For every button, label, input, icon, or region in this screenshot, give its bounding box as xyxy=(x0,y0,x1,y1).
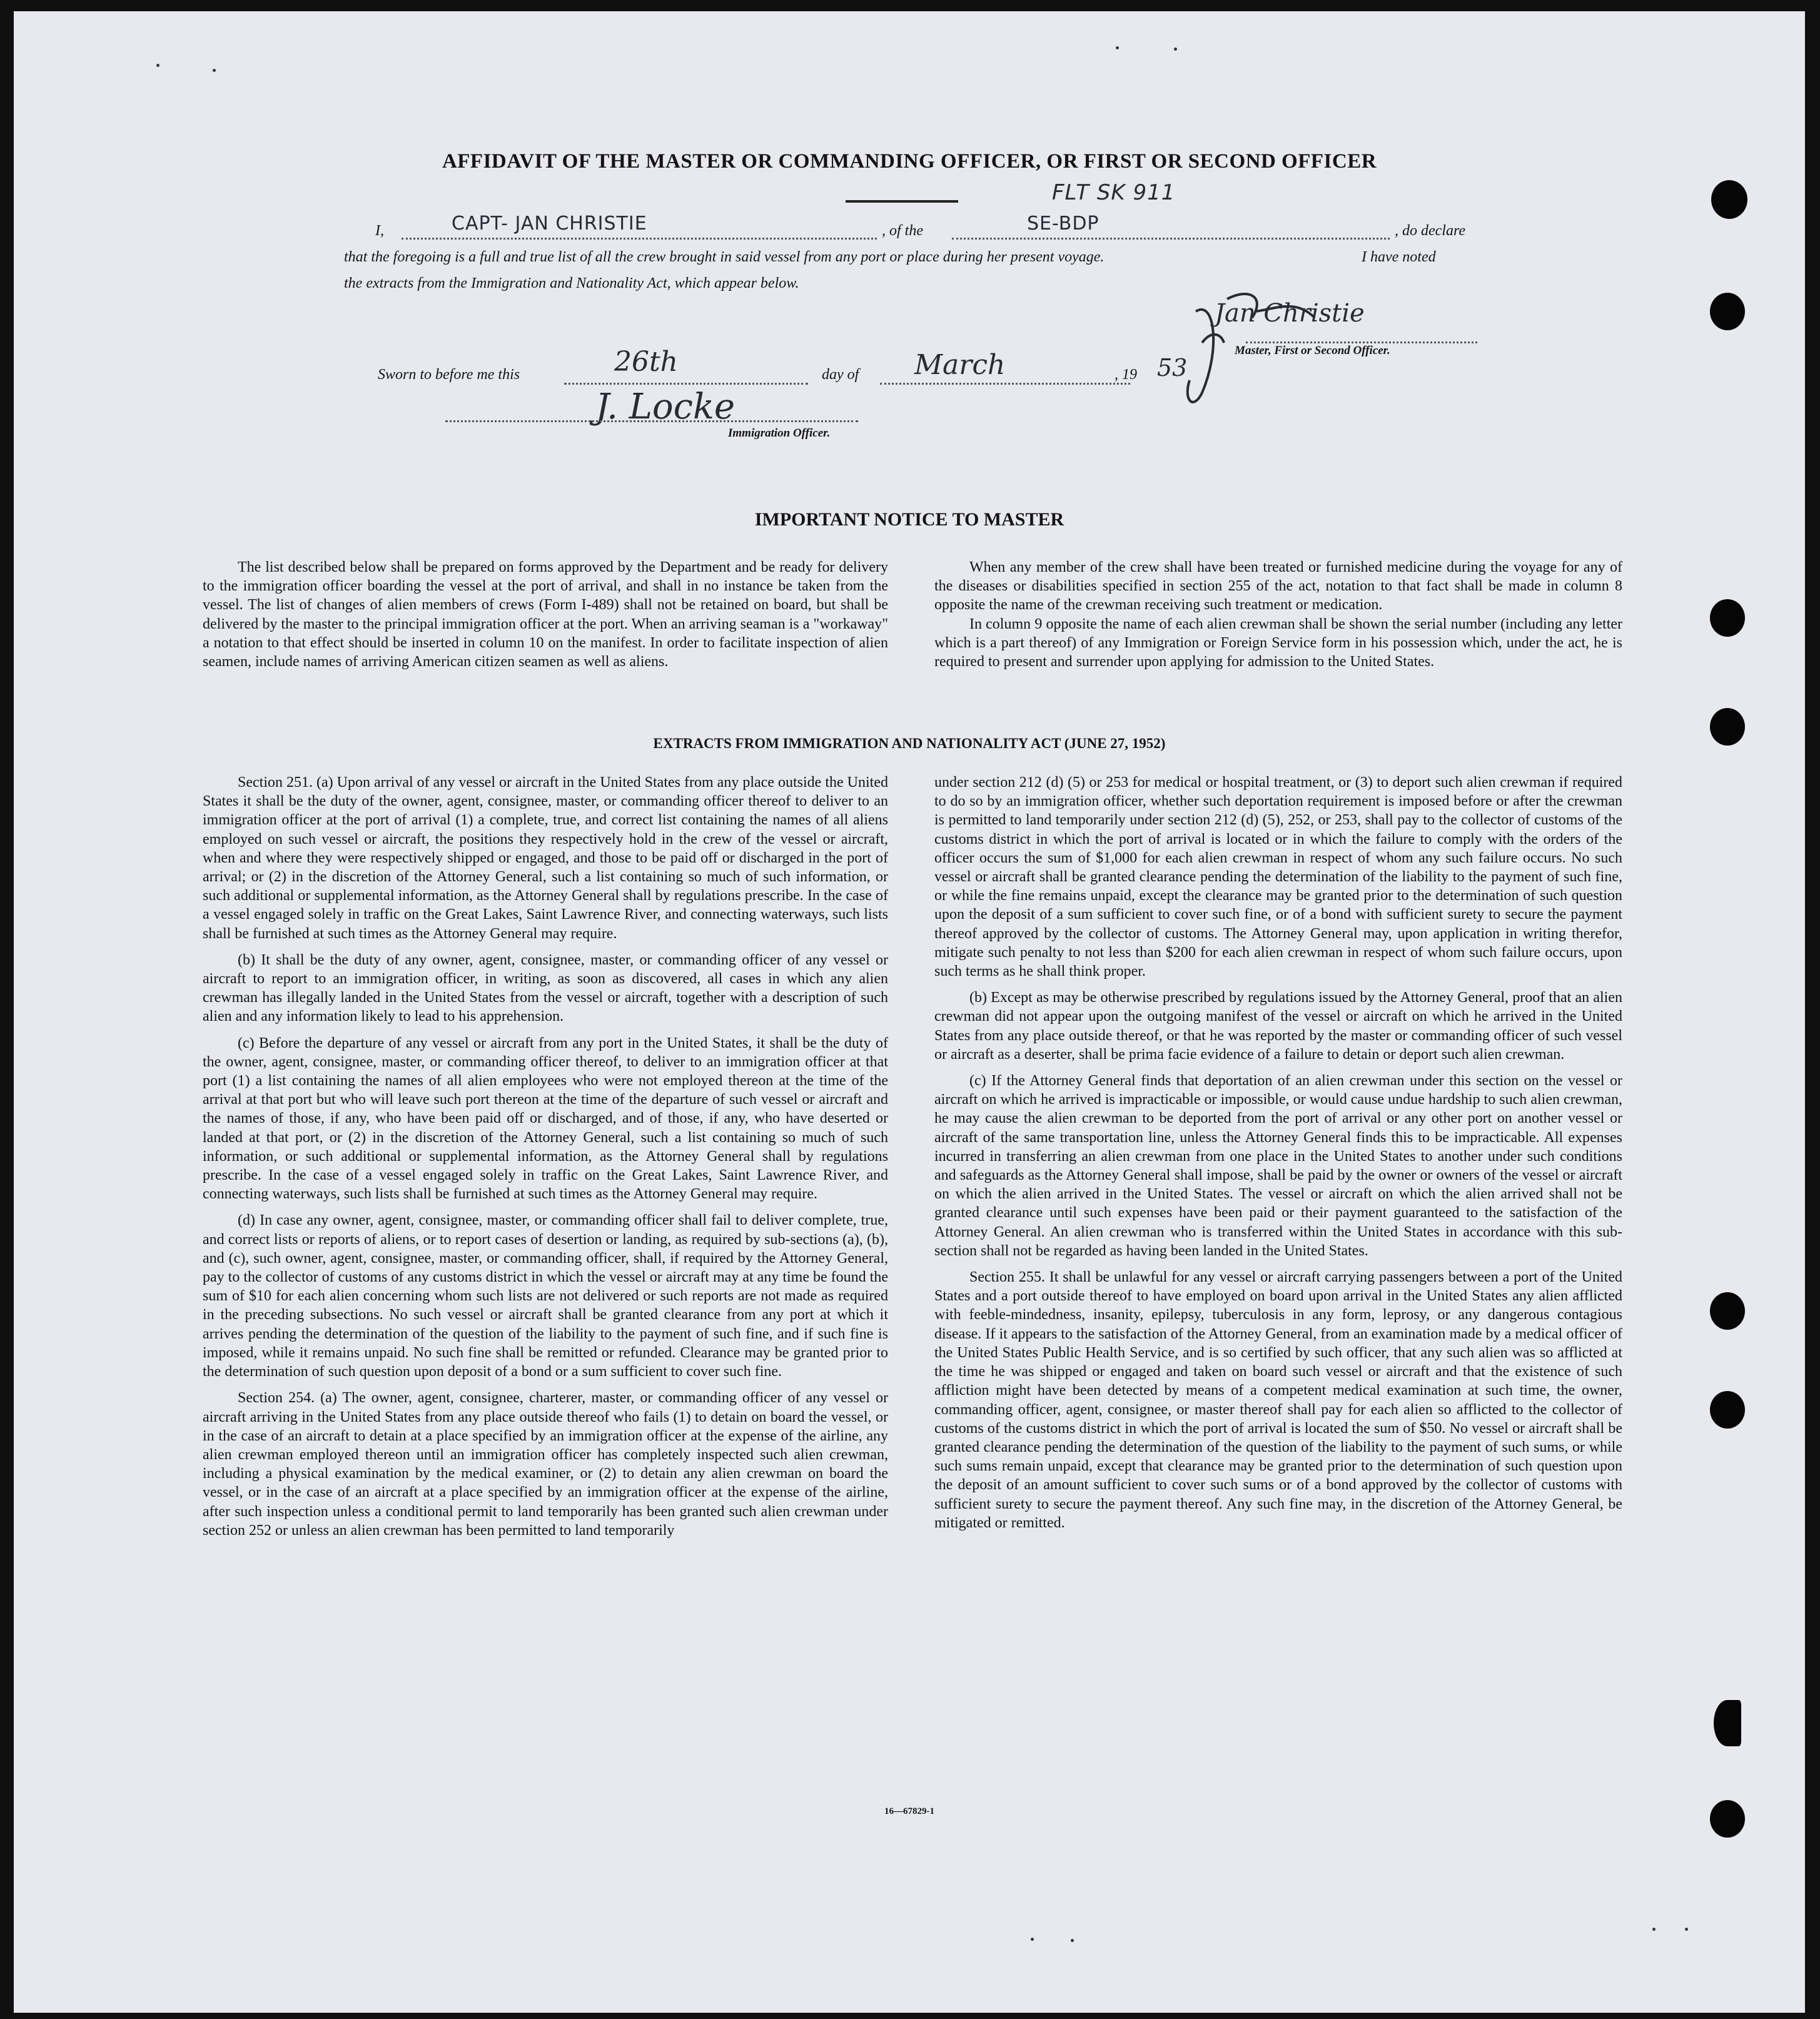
speck xyxy=(213,69,216,72)
master-signature-line xyxy=(1246,342,1477,343)
document-page xyxy=(14,11,1805,2013)
binder-hole xyxy=(1710,293,1745,330)
section-254b: (b) Except as may be otherwise prescribed by regulations issued by the Attorney General, proof that an alien crewman did not appear upon the outgoing manifest of the vessel or aircraft on which he arrived in the United States from any place outside thereof, or that he was reported by the master or commanding officer of such vessel or aircraft as a deserter, shall be prima facie evidence of a failure to detain or deport such alien crewman. xyxy=(934,989,1622,1063)
sworn-month-field: March xyxy=(914,349,1006,381)
month-dotted-line xyxy=(880,383,1130,385)
extracts-left-column xyxy=(203,773,888,1547)
binder-hole xyxy=(1710,1391,1745,1429)
speck xyxy=(1652,1928,1656,1931)
section-251a: Section 251. (a) Upon arrival of any vessel or aircraft in the United States from any place outside the United States it shall be the duty of the owner, agent, consignee, master, or commanding officer thereof to deliver to an immigration officer at the port of arrival (1) a complete, true, and correct list containing the names of all aliens employed on such vessel or aircraft, the positions they respectively hold in the crew of the vessel or aircraft, when and where they were respectively shipped or engaged, and those to be paid off or discharged in the port of arrival; or (2) in the discretion of the Attorney General, such a list containing so much of such information, or such additional or supplemental information, as the Attorney General shall by regulations prescribe. In the case of a vessel engaged solely in traffic on the Great Lakes, Saint Lawrence River, and connecting waterways, such lists shall be furnished at such times as the Attorney General may require. xyxy=(203,774,888,942)
speck xyxy=(1685,1928,1688,1931)
sworn-text: Sworn to before me this xyxy=(378,367,520,383)
section-254a: Section 254. (a) The owner, agent, consignee, charterer, master, or commanding officer of any vessel or aircraft arriving in the United States from any place outside thereof who fails (1) to detain on board the vessel, or in the case of an aircraft to detain at a place specified by an immigration officer at the expense of the airline, any alien crewman employed thereon until an immigration officer has completely inspected such alien crewman, including a physical examination by the medical examiner, or (2) to detain any alien crewman on board the vessel, or in the case of an aircraft at a place specified by an immigration officer at the expense of the airline, after such inspection unless a conditional permit to land temporarily has been granted such alien crewman under section 252 or unless an alien crewman has been permitted to land temporarily xyxy=(203,1390,888,1539)
master-name-field: CAPT- JAN CHRISTIE xyxy=(452,213,647,235)
section-254c: (c) If the Attorney General finds that deportation of an alien crewman under this section on the vessel or aircraft on which he arrived is impracticable or impossible, or would cause undue hardship to such alien crewman, he may cause the alien crewman to be deported from the port of arrival or any other port on another vessel or aircraft of the same transportation line, unless the Attorney General finds this to be impracticable. All expenses incurred in transferring an alien crewman from one place in the United States to another under such conditions and safeguards as the Attorney General shall impose, shall be paid by the owner or owners of the vessel or aircraft on which the alien arrived in the United States. The vessel or aircraft on which the alien arrived shall not be granted clearance until such expenses have been paid or their payment guaranteed to the satisfaction of the Attorney General. An alien crewman who is transferred within the United States in accordance with this sub-section shall not be regarded as having been landed in the United States. xyxy=(934,1073,1622,1259)
extracts-right-column xyxy=(934,773,1622,1540)
notice-heading: IMPORTANT NOTICE TO MASTER xyxy=(754,509,1064,530)
officer-label: Immigration Officer. xyxy=(728,427,831,440)
speck xyxy=(1031,1938,1034,1941)
speck xyxy=(156,64,159,67)
form-code: 16—67829-1 xyxy=(884,1806,934,1816)
sworn-year-field: 53 xyxy=(1157,354,1188,382)
master-label: Master, First or Second Officer. xyxy=(1235,344,1390,357)
speck xyxy=(1071,1939,1074,1942)
binder-hole xyxy=(1714,1700,1741,1746)
notice-right-paragraph-2: In column 9 opposite the name of each alien crewman shall be shown the serial number (including any letter which is a part thereof) of any Immigration or Foreign Service form in his possession which, under the act, he is required to present and surrender upon applying for admission to the United States. xyxy=(934,615,1622,670)
declare-text: , do declare xyxy=(1395,223,1466,239)
of-the-text: , of the xyxy=(882,223,923,239)
binder-hole xyxy=(1710,708,1745,746)
notice-right-paragraph-1: When any member of the crew shall have been treated or furnished medicine during the voyage for any of the diseases or disabilities specified in section 255 of the act, notation to that fact shall be made in column 8 opposite the name of the crewman receiving such treatment or medication. xyxy=(934,559,1622,614)
notice-right-column xyxy=(934,558,1622,679)
officer-signature: J. Locke xyxy=(595,387,736,427)
name-dotted-line xyxy=(402,238,877,240)
binder-hole xyxy=(1710,1292,1745,1330)
handwritten-flight-number: FLT SK 911 xyxy=(1052,180,1176,205)
binder-hole xyxy=(1710,1800,1745,1838)
affidavit-line-3: the extracts from the Immigration and Nationality Act, which appear below. xyxy=(344,275,799,291)
officer-signature-line xyxy=(445,420,858,422)
section-254a-continued: under section 212 (d) (5) or 253 for medical or hospital treatment, or (3) to deport such alien crewman if required to do so by an immigration officer, whether such deportation requirement is imposed before or after the crewman is permitted to land temporarily under section 212 (d) (5), 252, or 253, shall pay to the collector of customs of the customs district in which the port of arrival is located or in which the failure to comply with the orders of the officer occurs the sum of $1,000 for each alien crewman in respect of whom any such failure occurs. No such vessel or aircraft shall be granted clearance pending the determination of the liability to the payment of such fine, or while the fine remains unpaid, except the clearance may be granted prior to the determination of such question upon the deposit of a sum sufficient to cover such fine, or of a bond with sufficient surety to secure the payment thereof approved by the collector of customs. The Attorney General may, upon application in writing therefor, mitigate such penalty to not less than $200 for each alien crewman in respect of whom such failure occurs, upon such terms as he shall think proper. xyxy=(934,774,1622,980)
notice-left-paragraph: The list described below shall be prepared on forms approved by the Department and be ready for delivery to the immigration officer boarding the vessel at the port of arrival, and shall in no instance be taken from the vessel. The list of changes of alien members of crews (Form I-489) shall not be retained on board, but shall be delivered by the master to the principal immigration officer at the port. When an arriving seaman is a "workaway" a notation to that effect should be inserted in column 10 on the manifest. In order to facilitate inspection of alien seamen, include names of arriving American citizen seamen as well as aliens. xyxy=(203,559,888,670)
page-title: AFFIDAVIT OF THE MASTER OR COMMANDING OFFICER, OR FIRST OR SECOND OFFICER xyxy=(442,150,1377,173)
binder-hole xyxy=(1711,180,1747,219)
year-prefix-text: , 19 xyxy=(1115,367,1137,383)
affidavit-line-2: that the foregoing is a full and true list of all the crew brought in said vessel from any port or place during her present voyage. xyxy=(344,249,1105,265)
sworn-day-field: 26th xyxy=(614,346,679,378)
day-dotted-line xyxy=(564,383,808,385)
extracts-heading: EXTRACTS FROM IMMIGRATION AND NATIONALITY ACT (JUNE 27, 1952) xyxy=(653,736,1166,751)
notice-left-column xyxy=(203,558,888,679)
noted-text: I have noted xyxy=(1362,249,1436,265)
day-of-text: day of xyxy=(822,367,859,383)
section-251d: (d) In case any owner, agent, consignee, master, or commanding officer shall fail to deliver complete, true, and correct lists or reports of aliens, or to report cases of desertion or landing, as required by sub-sections (a), (b), and (c), such owner, agent, consignee, master, or commanding officer, shall, if required by the Attorney General, pay to the collector of customs of any customs district in which the vessel or aircraft may at any time be found the sum of $10 for each alien concerning whom such lists are not delivered or such reports are not made as required in the preceding subsections. No such vessel or aircraft shall be granted clearance from any port at which it arrives pending the determination of the question of the liability to the payment of such fine, and if such fine is imposed, while it remains unpaid. No such fine shall be remitted or refunded. Clearance may be granted prior to the determination of such question upon deposit of a bond or a sum sufficient to cover such fine. xyxy=(203,1212,888,1380)
affidavit-lead: I, xyxy=(375,223,384,239)
master-signature: Jan Christie xyxy=(1215,299,1365,328)
section-255: Section 255. It shall be unlawful for any vessel or aircraft carrying passengers between a port of the United States and a port outside thereof to have employed on board upon arrival in the United States any alien afflicted with feeble-mindedness, insanity, epilepsy, tuberculosis in any form, leprosy, or any dangerous contagious disease. If it appears to the satisfaction of the Attorney General, from an examination made by a medical officer of the United States Public Health Service, and is so certified by such officer, that any such alien was so afflicted at the time he was shipped or engaged and taken on board such vessel or aircraft and that the existence of such affliction might have been detected by means of a competent medical examination at such time, the owner, commanding officer, agent, consignee, or master thereof shall pay for each alien so afflicted to the collector of customs of the customs district in which the port of arrival is located the sum of $50. No vessel or aircraft shall be granted clearance pending the determination of the question of the liability to the payment of such sums, or while such sums remain unpaid, except that clearance may be granted prior to the determination of such question upon the deposit of an amount sufficient to cover such sums or of a bond approved by the collector of customs with sufficient surety to secure the payment thereof. Any such fine may, in the discretion of the Attorney General, be mitigated or remitted. xyxy=(934,1269,1622,1531)
title-divider xyxy=(846,200,958,203)
section-251c: (c) Before the departure of any vessel or aircraft from any port in the United States, it shall be the duty of the owner, agent, consignee, master, or commanding officer thereof, to deliver to an immigration officer at that port (1) a list containing the names of all alien employees who were not employed thereon at the time of the arrival at that port but who will leave such port thereon at the time of the departure of such vessel or aircraft and the names of those, if any, who have been paid off or discharged, and of those, if any, who have deserted or landed at that port, or (2) in the discretion of the Attorney General, such a list containing so much of such information, or such additional or supplemental information, as the Attorney General shall by regulations prescribe. In the case of a vessel engaged solely in traffic on the Great Lakes, Saint Lawrence River, and connecting waterways, such lists shall be furnished at such times as the Attorney General may require. xyxy=(203,1035,888,1203)
vessel-dotted-line xyxy=(952,238,1390,240)
binder-hole xyxy=(1710,599,1745,637)
section-251b: (b) It shall be the duty of any owner, agent, consignee, master, or commanding officer of any vessel or aircraft to report to an immigration officer, in writing, as soon as discovered, all cases in which any alien crewman has illegally landed in the United States from the vessel or aircraft, together with a description of such alien and any information likely to lead to his apprehension. xyxy=(203,951,888,1025)
speck xyxy=(1174,48,1177,51)
vessel-field: SE-BDP xyxy=(1027,213,1100,235)
speck xyxy=(1116,46,1119,49)
